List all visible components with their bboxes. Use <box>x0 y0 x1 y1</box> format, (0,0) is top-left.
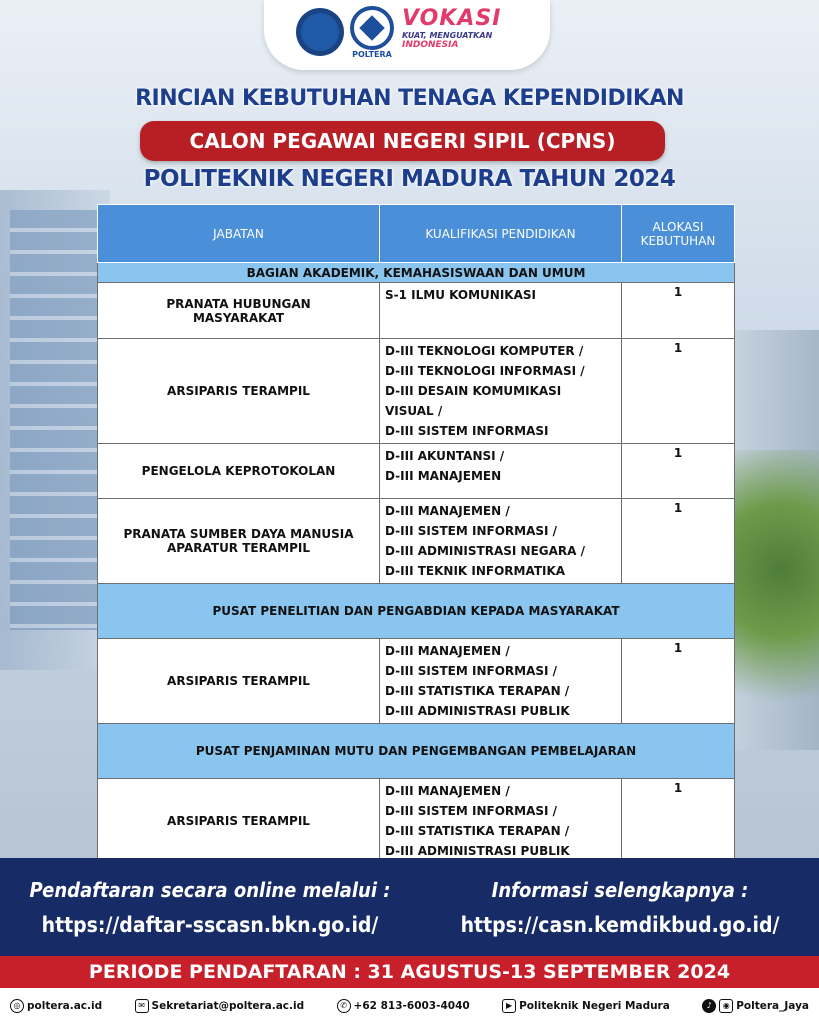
jabatan-line: PRANATA HUBUNGAN <box>166 296 311 311</box>
kualifikasi-line: D-III MANAJEMEN / <box>385 504 510 518</box>
registration-left-url[interactable]: https://daftar-sscasn.bkn.go.id/ <box>41 913 379 937</box>
table-row <box>98 339 735 444</box>
kualifikasi-line: VISUAL / <box>385 404 443 418</box>
registration-right-url[interactable]: https://casn.kemdikbud.go.id/ <box>460 913 780 937</box>
footer-email[interactable] <box>135 999 305 1013</box>
kualifikasi-cell <box>380 283 622 339</box>
footer-phone[interactable] <box>337 999 470 1013</box>
table-row <box>98 499 735 584</box>
table-header-row <box>98 205 735 263</box>
kualifikasi-line: D-III ADMINISTRASI NEGARA / <box>385 544 586 558</box>
kualifikasi-line: D-III AKUNTANSI / <box>385 449 505 463</box>
footer-youtube[interactable] <box>502 999 670 1013</box>
jabatan-line: APARATUR TERAMPIL <box>167 541 310 555</box>
poltera-logo-label: POLTERA <box>352 50 392 59</box>
section-title: PUSAT PENELITIAN DAN PENGABDIAN KEPADA MASYARAKAT <box>98 584 735 639</box>
jabatan-line: PRANATA SUMBER DAYA MANUSIA <box>123 527 354 541</box>
alokasi-cell: 1 <box>622 499 735 584</box>
vokasi-logo <box>402 6 512 60</box>
table-row <box>98 639 735 724</box>
kualifikasi-line: D-III TEKNIK INFORMATIKA <box>385 564 566 578</box>
jabatan-line: ARSIPARIS TERAMPIL <box>167 674 310 688</box>
registration-band <box>0 858 819 956</box>
kualifikasi-line: D-III DESAIN KOMUMIKASI <box>385 384 562 398</box>
header-alokasi <box>622 205 735 263</box>
globe-icon: ◎ <box>10 999 24 1013</box>
footer-social-text: Poltera_Jaya <box>736 1000 809 1012</box>
header-kualifikasi: KUALIFIKASI PENDIDIKAN <box>380 205 622 263</box>
footer-youtube-text: Politeknik Negeri Madura <box>519 1000 670 1012</box>
header-alokasi-line2: KEBUTUHAN <box>640 233 716 248</box>
alokasi-cell: 1 <box>622 639 735 724</box>
tree-decoration <box>724 450 819 750</box>
kualifikasi-cell <box>380 499 622 584</box>
section-row <box>98 263 735 283</box>
kualifikasi-line: D-III SISTEM INFORMASI / <box>385 804 558 818</box>
section-row <box>98 724 735 779</box>
contact-footer <box>0 988 819 1024</box>
kualifikasi-line: D-III ADMINISTRASI PUBLIK <box>385 844 570 858</box>
youtube-icon: ▶ <box>502 999 516 1013</box>
vokasi-logo-tagline: KUAT, MENGUATKAN <box>402 31 493 40</box>
footer-email-text: Sekretariat@poltera.ac.id <box>151 1000 305 1012</box>
table-row <box>98 779 735 864</box>
footer-social[interactable] <box>702 999 809 1013</box>
instagram-icon: ◉ <box>719 999 733 1013</box>
kualifikasi-cell <box>380 444 622 499</box>
alokasi-cell: 1 <box>622 779 735 864</box>
kualifikasi-line: D-III MANAJEMEN / <box>385 644 510 658</box>
table-row <box>98 444 735 499</box>
kualifikasi-line: D-III TEKNOLOGI INFORMASI / <box>385 364 585 378</box>
building-left-decoration <box>0 190 110 670</box>
mail-icon: ✉ <box>135 999 149 1013</box>
kualifikasi-line: D-III TEKNOLOGI KOMPUTER / <box>385 344 584 358</box>
header-alokasi-line1: ALOKASI <box>652 219 704 234</box>
kualifikasi-line: D-III MANAJEMEN <box>385 469 502 483</box>
header-jabatan: JABATAN <box>98 205 380 263</box>
jabatan-cell <box>98 444 380 499</box>
registration-right-label: Informasi selengkapnya : <box>491 878 749 902</box>
table-row <box>98 283 735 339</box>
requirements-table <box>97 204 735 864</box>
alokasi-cell: 1 <box>622 283 735 339</box>
building-windows <box>10 210 100 630</box>
whatsapp-icon: ✆ <box>337 999 351 1013</box>
kualifikasi-line: D-III SISTEM INFORMASI <box>385 424 549 438</box>
kualifikasi-line: D-III STATISTIKA TERAPAN / <box>385 684 570 698</box>
kualifikasi-line: D-III MANAJEMEN / <box>385 784 510 798</box>
footer-phone-text: +62 813-6003-4040 <box>353 1000 470 1012</box>
vokasi-logo-title: VOKASI <box>402 6 502 31</box>
kualifikasi-line: S-1 ILMU KOMUNIKASI <box>385 288 536 302</box>
section-title: PUSAT PENJAMINAN MUTU DAN PENGEMBANGAN PEMBELAJARAN <box>98 724 735 779</box>
jabatan-line: ARSIPARIS TERAMPIL <box>167 384 310 398</box>
kualifikasi-line: D-III SISTEM INFORMASI / <box>385 524 558 538</box>
kemdikbud-logo-icon <box>296 8 344 56</box>
jabatan-cell <box>98 639 380 724</box>
jabatan-line: MASYARAKAT <box>192 310 285 325</box>
vokasi-logo-tagline2: INDONESIA <box>402 40 459 50</box>
section-row <box>98 584 735 639</box>
alokasi-cell: 1 <box>622 444 735 499</box>
period-banner: PERIODE PENDAFTARAN : 31 AGUSTUS-13 SEPTEMBER 2024 <box>0 956 819 988</box>
poltera-logo-icon <box>350 6 394 50</box>
logo-bar <box>264 0 550 70</box>
kualifikasi-cell <box>380 639 622 724</box>
footer-web-text: poltera.ac.id <box>27 1000 103 1012</box>
section-title: BAGIAN AKADEMIK, KEMAHASISWAAN DAN UMUM <box>98 263 735 283</box>
jabatan-cell <box>98 339 380 444</box>
kualifikasi-cell <box>380 339 622 444</box>
registration-left-label: Pendaftaran secara online melalui : <box>29 878 391 902</box>
kualifikasi-cell <box>380 779 622 864</box>
jabatan-cell <box>98 283 380 339</box>
kualifikasi-line: D-III SISTEM INFORMASI / <box>385 664 558 678</box>
title-line-2: CALON PEGAWAI NEGERI SIPIL (CPNS) <box>140 121 665 161</box>
jabatan-line: PENGELOLA KEPROTOKOLAN <box>141 464 336 478</box>
title-line-3: POLITEKNIK NEGERI MADURA TAHUN 2024 <box>143 166 676 192</box>
title-line-1: RINCIAN KEBUTUHAN TENAGA KEPENDIDIKAN <box>135 86 684 111</box>
alokasi-cell: 1 <box>622 339 735 444</box>
jabatan-line: ARSIPARIS TERAMPIL <box>167 814 310 828</box>
kualifikasi-line: D-III STATISTIKA TERAPAN / <box>385 824 570 838</box>
footer-web[interactable] <box>10 999 102 1013</box>
tiktok-icon: ♪ <box>702 999 716 1013</box>
jabatan-cell <box>98 499 380 584</box>
kualifikasi-line: D-III ADMINISTRASI PUBLIK <box>385 704 570 718</box>
jabatan-cell <box>98 779 380 864</box>
